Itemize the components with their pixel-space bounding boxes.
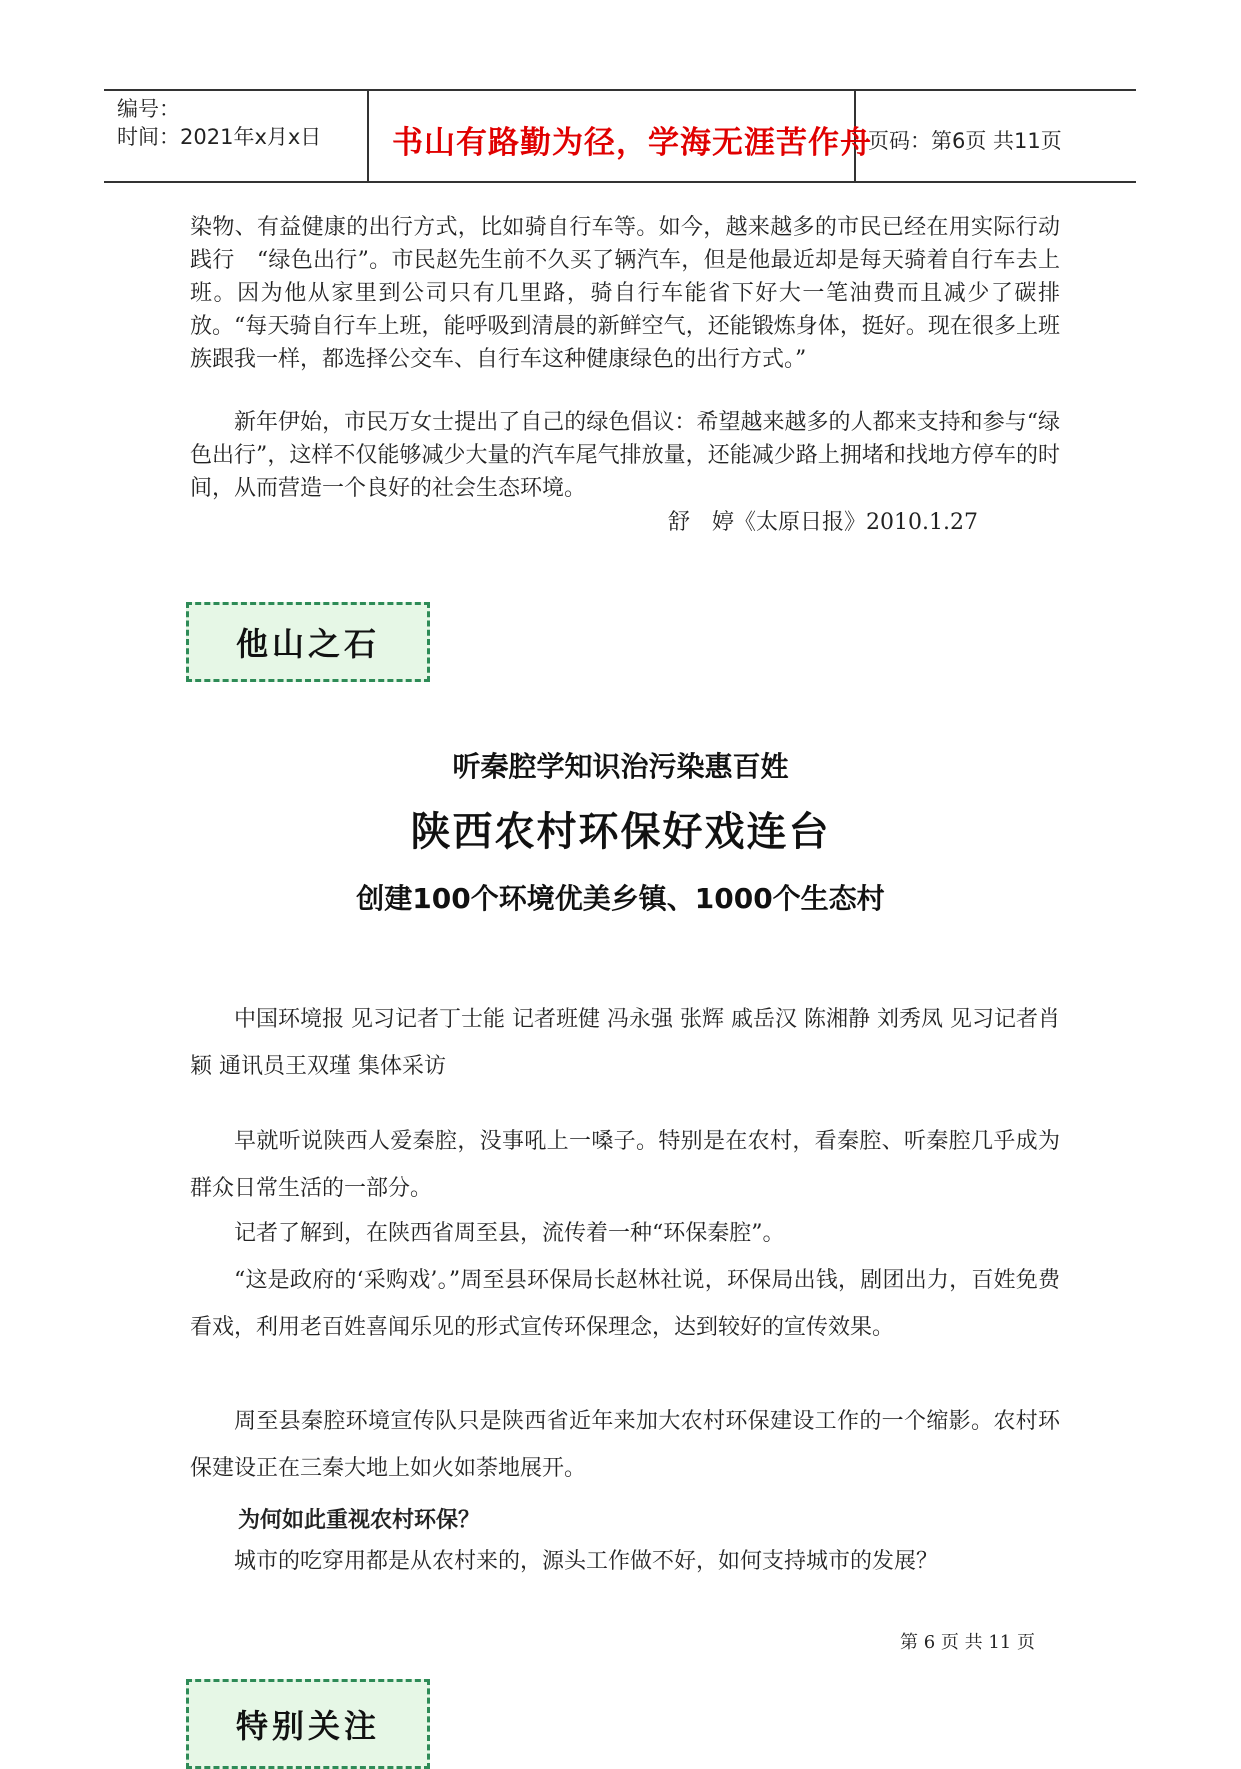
section-label: 他山之石 [235, 625, 380, 663]
article-subtitle: 创建100个环境优美乡镇、1000个生态村 [356, 882, 885, 915]
article-paragraph-5: 城市的吃穿用都是从农村来的，源头工作做不好，如何支持城市的发展？ [234, 1549, 939, 1574]
header-divider-left [367, 90, 369, 183]
article-paragraph-4: 周至县秦腔环境宣传队只是陕西省近年来加大农村环保建设工作的一个缩影。农村环保建设正在三秦大地上如火如荼地展开。 [190, 1409, 1060, 1481]
article-question-heading: 为何如此重视农村环保？ [238, 1508, 481, 1533]
article1-signature: 舒 婷《太原日报》2010.1.27 [668, 510, 978, 535]
header-bottom-rule [104, 181, 1136, 183]
section-box-tashan [186, 602, 430, 682]
header-page-info: 页码：第6页 共11页 [868, 129, 1062, 153]
article-byline: 中国环境报 见习记者丁士能 记者班健 冯永强 张辉 戚岳汉 陈湘静 刘秀凤 见习记者肖颖 通讯员王双瑾 集体采访 [190, 1007, 1060, 1079]
article-paragraph-1: 早就听说陕西人爱秦腔，没事吼上一嗓子。特别是在农村，看秦腔、听秦腔几乎成为群众日常生活的一部分。 [190, 1129, 1060, 1201]
article-paragraph-2: 记者了解到，在陕西省周至县，流传着一种“环保秦腔”。 [234, 1221, 785, 1246]
article-paragraph-3: “这是政府的‘采购戏’。”周至县环保局长赵林社说，环保局出钱，剧团出力，百姓免费看戏，利用老百姓喜闻乐见的形式宣传环保理念，达到较好的宣传效果。 [190, 1268, 1060, 1340]
header-number: 编号： [117, 97, 180, 121]
article1-paragraph-1: 染物、有益健康的出行方式，比如骑自行车等。如今，越来越多的市民已经在用实际行动践行 “绿色出行”。市民赵先生前不久买了辆汽车，但是他最近却是每天骑着自行车去上班。因为他从家里到公司只有几里路，骑自行车能省下好大一笔油费而且减少了碳排放。“每天骑自行车上班，能呼吸到清晨的新鲜空气，还能锻炼身体，挺好。现在很多上班族跟我一样，都选择公交车、自行车这种健康绿色的出行方式。” [190, 215, 1060, 372]
header-top-rule [104, 89, 1136, 91]
header-motto: 书山有路勤为径，学海无涯苦作舟 [392, 125, 872, 161]
section-box-special [186, 1679, 430, 1769]
section-label-2: 特别关注 [235, 1707, 380, 1745]
article-pretitle: 听秦腔学知识治污染惠百姓 [452, 750, 789, 783]
article1-paragraph-2: 新年伊始，市民万女士提出了自己的绿色倡议：希望越来越多的人都来支持和参与“绿色出行”，这样不仅能够减少大量的汽车尾气排放量，还能减少路上拥堵和找地方停车的时间，从而营造一个良好的社会生态环境。 [190, 410, 1060, 501]
header-time: 时间：2021年x月x日 [117, 125, 322, 149]
article-title: 陕西农村环保好戏连台 [410, 809, 831, 855]
page-footer: 第 6 页 共 11 页 [900, 1632, 1035, 1653]
